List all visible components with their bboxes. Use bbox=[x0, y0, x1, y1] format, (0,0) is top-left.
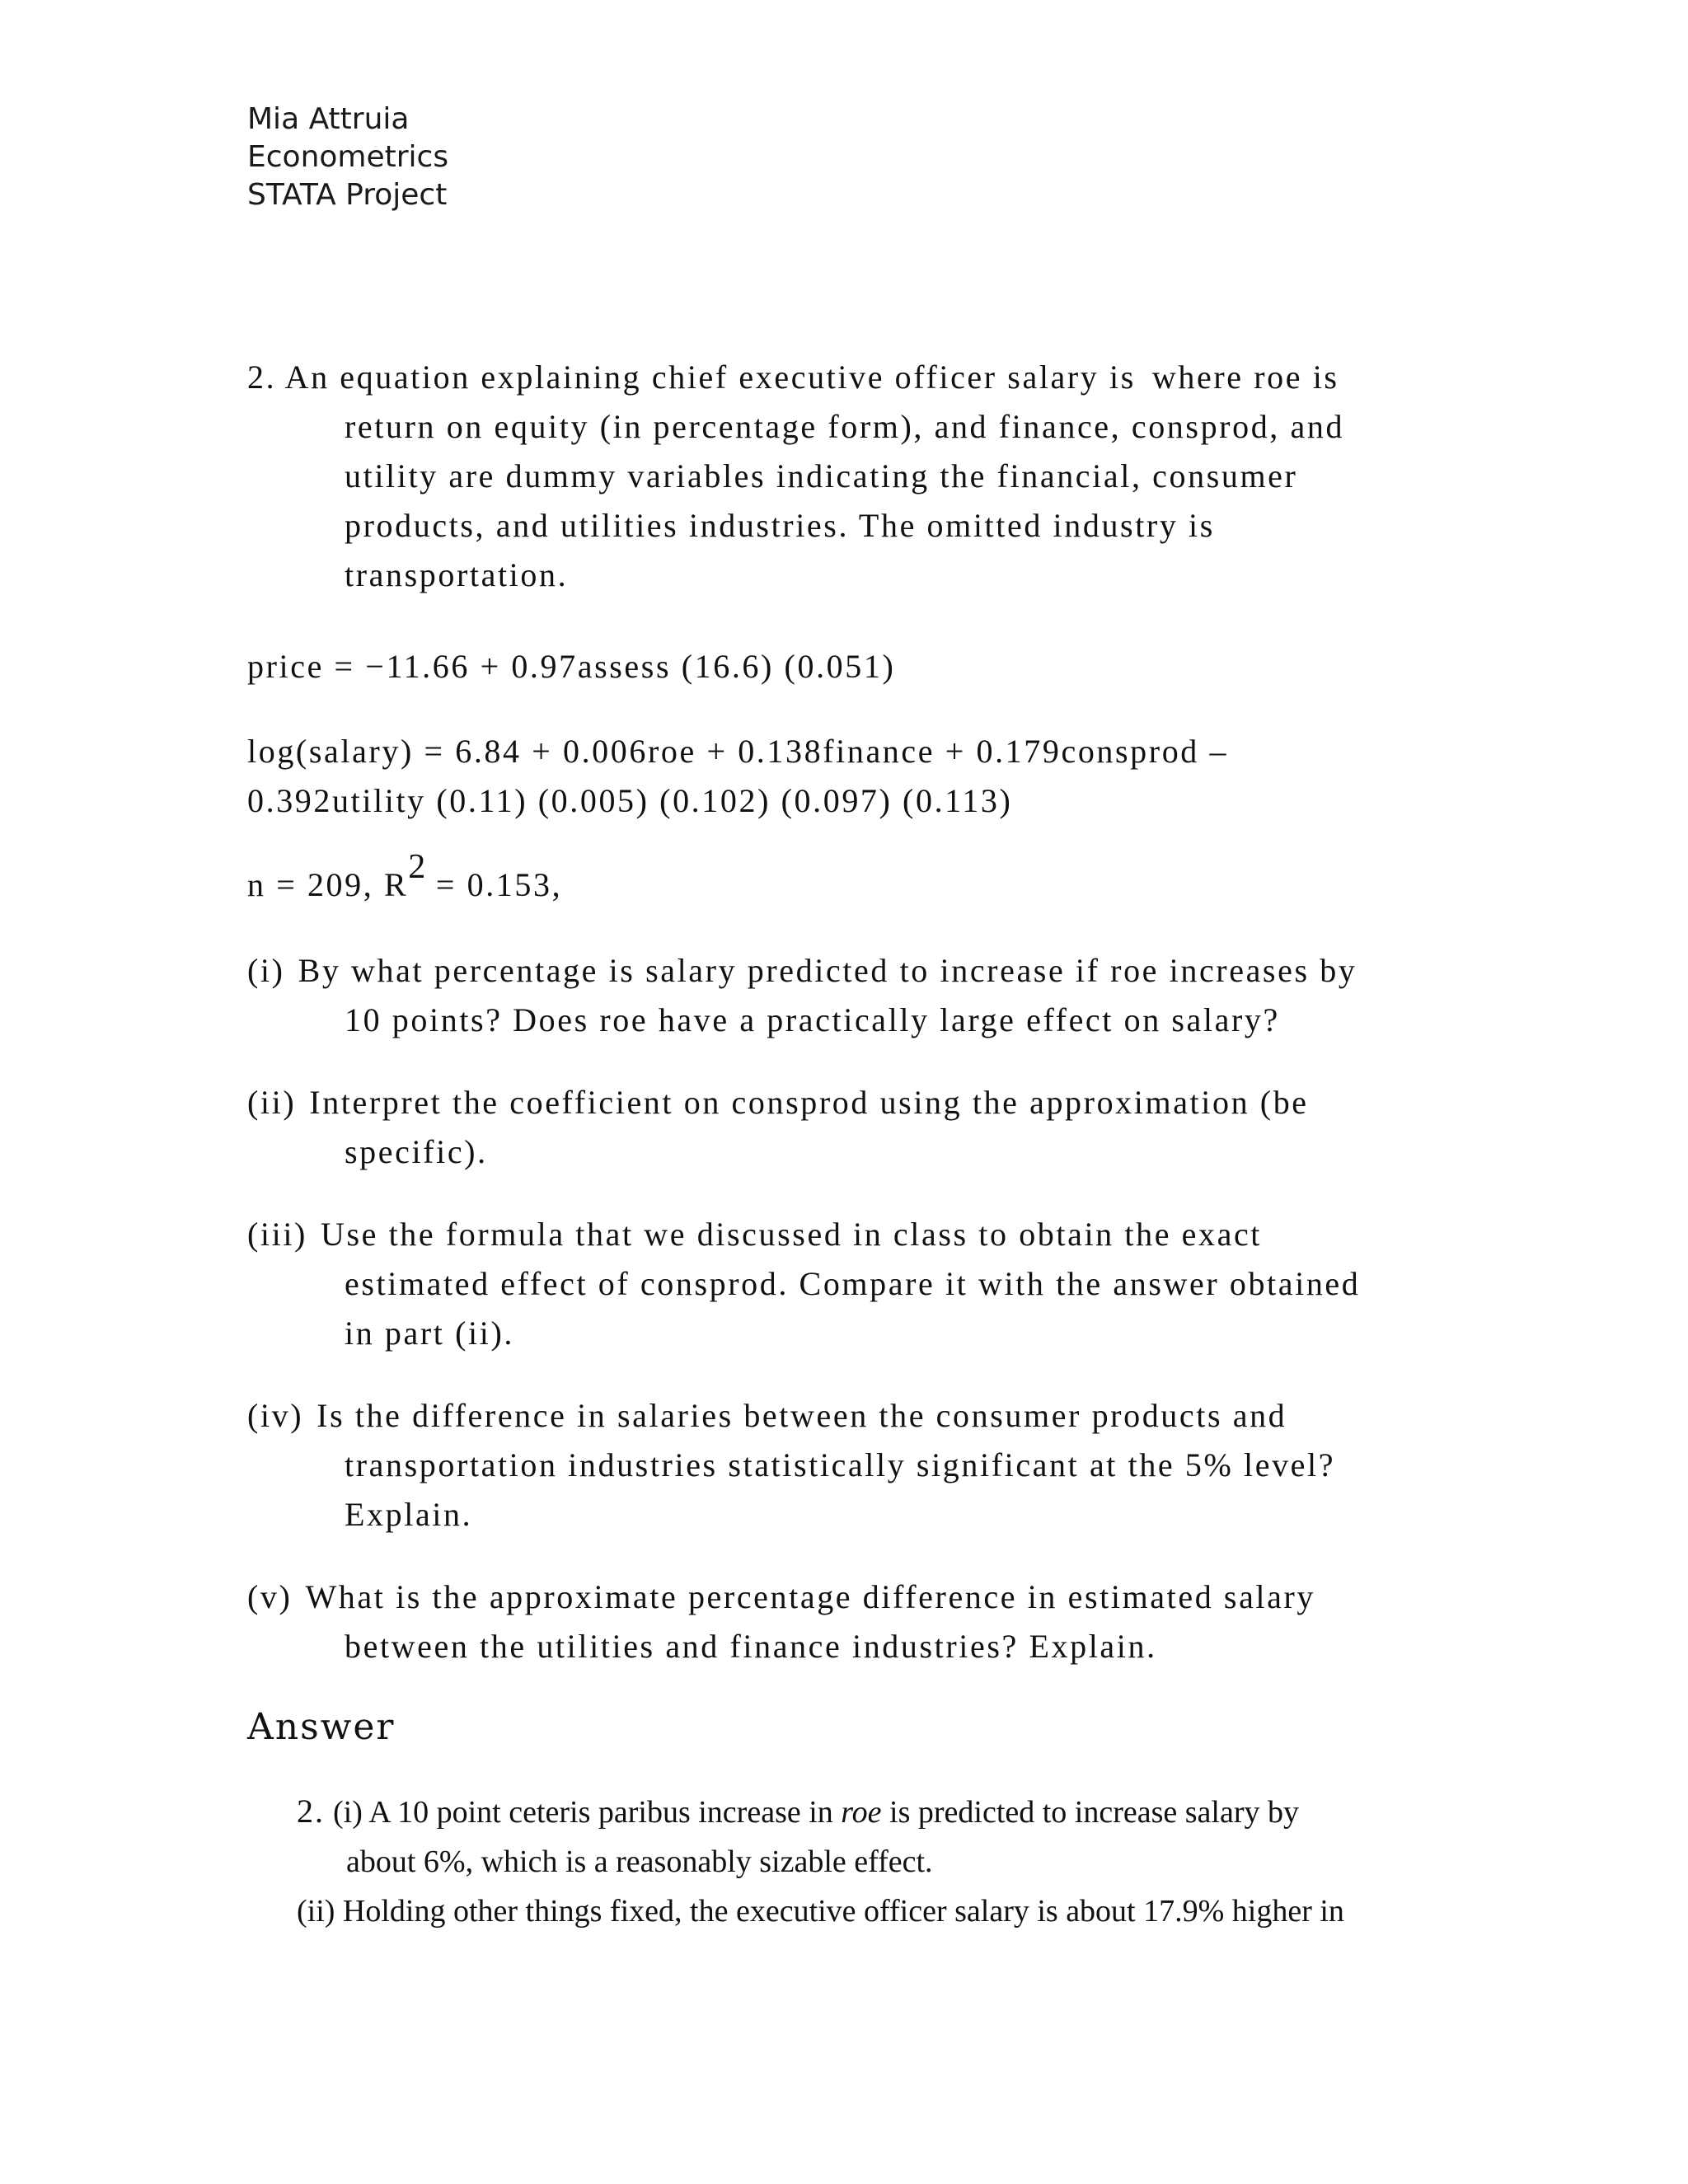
intro-line: return on equity (in percentage form), and finance, consprod, and bbox=[345, 408, 1345, 445]
answer-number: 2. bbox=[297, 1793, 325, 1830]
price-equation: price = −11.66 + 0.97assess (16.6) (0.051) bbox=[247, 648, 896, 685]
answer-section bbox=[297, 1787, 1451, 1936]
question-number: (ii) bbox=[247, 1084, 297, 1121]
salary-equation-line: log(salary) = 6.84 + 0.006roe + 0.138finance + 0.179consprod – bbox=[247, 733, 1229, 770]
question-item bbox=[247, 1210, 1451, 1358]
regression-stats bbox=[247, 848, 563, 910]
r-squared-exponent: 2 bbox=[408, 848, 426, 886]
intro-line: products, and utilities industries. The omitted industry is bbox=[345, 507, 1215, 544]
answer-variable: roe bbox=[841, 1795, 882, 1830]
question-text: 10 points? Does roe have a practically large effect on salary? bbox=[345, 1001, 1280, 1038]
stats-prefix: n = 209, R bbox=[247, 866, 409, 903]
question-text: Interpret the coefficient on consprod using the approximation (be bbox=[309, 1084, 1309, 1121]
question-list bbox=[247, 946, 1451, 1704]
course-name: Econometrics bbox=[247, 140, 449, 174]
question-item bbox=[247, 1078, 1451, 1177]
intro-line bbox=[247, 353, 1434, 402]
question-text: in part (ii). bbox=[345, 1315, 514, 1352]
answer-line: (ii) Holding other things fixed, the executive officer salary is about 17.9% higher in bbox=[297, 1894, 1344, 1929]
question-text: estimated effect of consprod. Compare it with the answer obtained bbox=[345, 1265, 1361, 1302]
question-text: What is the approximate percentage difference in estimated salary bbox=[305, 1578, 1316, 1615]
question-item bbox=[247, 1572, 1451, 1671]
problem-intro bbox=[247, 353, 1434, 600]
question-text: Is the difference in salaries between the consumer products and bbox=[316, 1397, 1287, 1434]
intro-line: utility are dummy variables indicating the financial, consumer bbox=[345, 457, 1298, 494]
answer-heading: Answer bbox=[247, 1706, 396, 1748]
question-text: transportation industries statistically significant at the 5% level? bbox=[345, 1446, 1336, 1483]
answer-line bbox=[297, 1787, 1451, 1837]
question-text: By what percentage is salary predicted to increase if roe increases by bbox=[298, 952, 1357, 989]
stats-suffix: = 0.153, bbox=[425, 866, 563, 903]
question-item bbox=[247, 1391, 1451, 1540]
salary-equation bbox=[247, 727, 1228, 826]
author-name: Mia Attruia bbox=[247, 102, 410, 136]
intro-line: transportation. bbox=[345, 556, 569, 593]
question-number: (v) bbox=[247, 1578, 293, 1615]
question-text: Use the formula that we discussed in class to obtain the exact bbox=[320, 1216, 1263, 1253]
question-text: specific). bbox=[345, 1133, 488, 1170]
question-item bbox=[247, 946, 1451, 1045]
question-text: between the utilities and finance industries? Explain. bbox=[345, 1628, 1157, 1665]
question-number: (i) bbox=[247, 952, 285, 989]
salary-equation-line: 0.392utility (0.11) (0.005) (0.102) (0.097) (0.113) bbox=[247, 782, 1013, 819]
document-header bbox=[247, 101, 448, 214]
question-number: (iv) bbox=[247, 1397, 304, 1434]
answer-text: is predicted to increase salary by bbox=[881, 1795, 1299, 1830]
answer-text: (i) A 10 point ceteris paribus increase in bbox=[333, 1795, 842, 1830]
question-number: (iii) bbox=[247, 1216, 307, 1253]
question-text: Explain. bbox=[345, 1496, 473, 1533]
intro-line-text: where roe is bbox=[1151, 359, 1339, 396]
intro-line-text: 2. An equation explaining chief executive officer salary is bbox=[247, 359, 1136, 396]
answer-line: about 6%, which is a reasonably sizable effect. bbox=[346, 1844, 933, 1879]
project-title: STATA Project bbox=[247, 178, 448, 212]
